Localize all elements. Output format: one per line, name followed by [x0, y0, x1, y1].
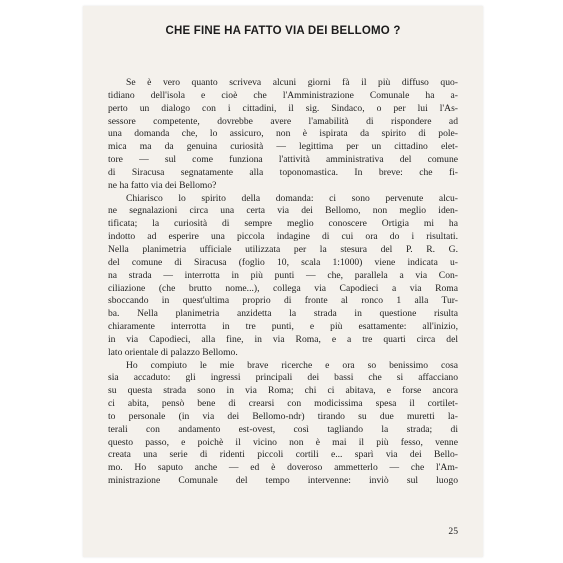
text-line: tore — sul come funziona l'attività amministrativa del comune: [108, 154, 458, 166]
text-line: Se è vero quanto scriveva alcuni giorni fà il più diffuso quo-: [126, 77, 458, 88]
text-line: tificata; la curiosità di sempre meglio conoscere Ortigia mi ha: [108, 218, 458, 230]
text-line: terali con andamento est-ovest, così tagliando la strada; di: [108, 423, 458, 435]
body-text: [108, 77, 458, 488]
text-line: questo passo, e poichè il vicino non è mai il più fesso, venne: [108, 436, 458, 448]
text-line: perto un dialogo con i cittadini, il sig. Sindaco, o per lui l'As-: [108, 102, 458, 114]
text-line: indotto ad esperire una piccola indagine di cui ora do i risultati.: [108, 231, 458, 243]
text-line: del comune di Siracusa (foglio 10, scala 1:1000) viene indicata u-: [108, 256, 458, 268]
page-title: CHE FINE HA FATTO VIA DEI BELLOMO ?: [165, 25, 401, 37]
text-line: in via Capodieci, alla fine, in via Roma, e a tre quarti circa del: [108, 333, 458, 345]
text-line: su questa strada sono in via Roma; chi ci abitava, e forse ancora: [108, 385, 458, 397]
text-line: na strada — interrotta in più punti — che, parallela a via Con-: [108, 269, 458, 281]
text-line: ne ha fatto via dei Bellomo?: [108, 179, 217, 191]
text-line: ciliazione (che brutto nome...), collega via Capodieci a via Roma: [108, 282, 458, 294]
text-line: una domanda che, lo assicuro, non è ispirata da spirito di pole-: [108, 128, 458, 140]
book-page: [83, 6, 483, 557]
text-line: mo. Ho saputo anche — ed è doveroso ammetterlo — che l'Am-: [108, 462, 458, 474]
text-line: lato orientale di palazzo Bellomo.: [108, 346, 238, 358]
text-line: sia accaduto: gli ingressi principali dei bassi che si affacciano: [108, 372, 458, 384]
page-number: 25: [448, 526, 458, 537]
text-line: to personale (in via dei Bellomo-ndr) tirando su due muretti la-: [108, 410, 458, 422]
text-line: ba. Nella planimetria anzidetta la strada in questione risulta: [108, 308, 458, 320]
text-line: chiaramente interrotta in tre punti, e più esattamente: all'inizio,: [108, 321, 458, 333]
text-line: ministrazione Comunale del tempo intervenne: inviò sul luogo: [108, 475, 458, 487]
text-line: Chiarisco lo spirito della domanda: ci sono pervenute alcu-: [126, 192, 458, 204]
text-line: creata una serie di ridenti piccoli cortili e... sparì via dei Bello-: [108, 449, 458, 461]
text-line: mica ma da genuina curiosità — legittima per un cittadino elet-: [108, 141, 458, 153]
text-line: di Siracusa segnatamente alla toponomastica. In breve: che fi-: [108, 166, 458, 178]
text-line: Nella planimetria ufficiale utilizzata per la stesura del P. R. G.: [108, 243, 458, 255]
text-line: sboccando in quest'ultima proprio di fronte al ronco 1 alla Tur-: [108, 295, 458, 307]
text-line: tidiano dell'isola e cioè che l'Amministrazione Comunale ha a-: [108, 89, 458, 101]
text-line: Ho compiuto le mie brave ricerche e ora so benissimo cosa: [126, 359, 458, 371]
text-line: ci abita, pensò bene di crearsi con modicissima spesa il cortilet-: [108, 398, 458, 410]
text-line: sessore competente, dovrebbe avere l'amabilità di rispondere ad: [108, 115, 458, 127]
text-line: ne segnalazioni circa una certa via dei Bellomo, non meglio iden-: [108, 205, 458, 217]
